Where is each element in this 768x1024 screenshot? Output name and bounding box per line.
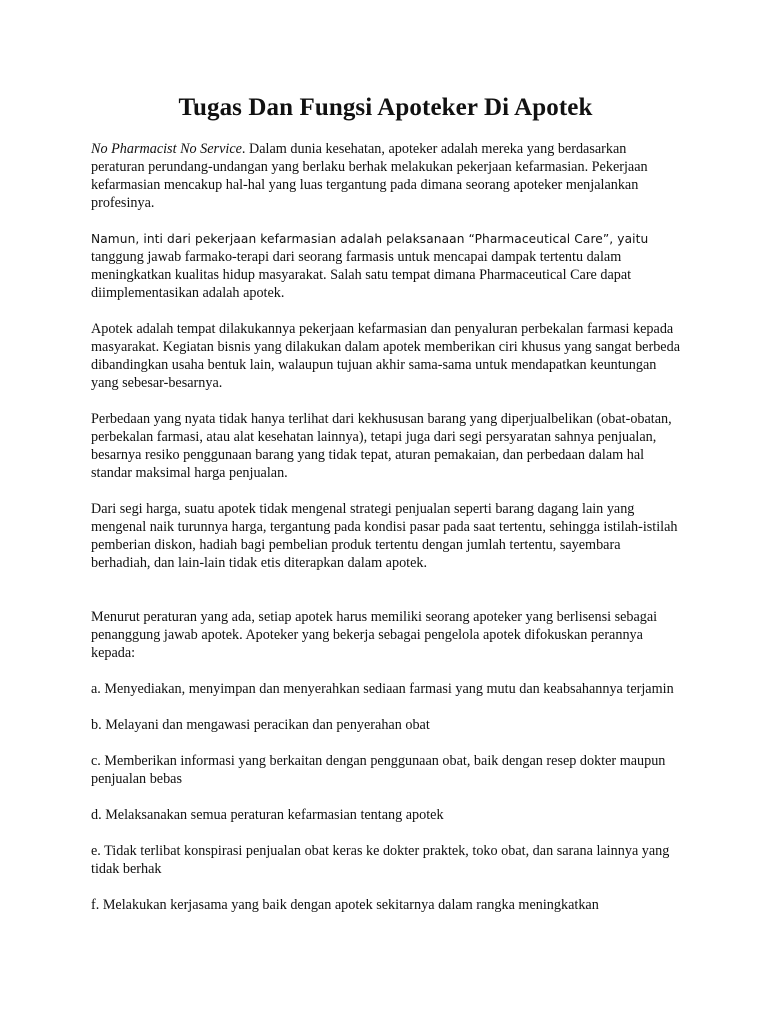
paragraph-5: Dari segi harga, suatu apotek tidak mengenal strategi penjualan seperti barang dagang lain yang mengenal naik turunnya harga, tergantung pada kondisi pasar pada saat tertentu, sehingga istilah-istilah pemberian diskon, hadiah bagi pembelian produk tertentu dengan jumlah tertentu, sayembara berhadiah, dan lain-lain tidak etis diterapkan dalam apotek.: [91, 501, 678, 571]
list-item: d. Melaksanakan semua peraturan kefarmasian tentang apotek: [91, 807, 444, 823]
paragraph-2-rest: tanggung jawab farmako-terapi dari seorang farmasis untuk mencapai dampak tertentu dalam meningkatkan kualitas hidup masyarakat. Salah satu tempat dimana Pharmaceutical Care dapat diimplementasikan adalah apotek.: [91, 249, 632, 301]
intro-rest: . Dalam dunia kesehatan, apoteker adalah mereka yang berdasarkan peraturan perundang-undangan yang berlaku berhak melakukan pekerjaan kefarmasian. Pekerjaan kefarmasian mencakup hal-hal yang luas tergantung pada dimana seorang apoteker menjalankan profesinya.: [91, 141, 648, 211]
intro-italic-lead: No Pharmacist No Service: [91, 141, 242, 157]
document-body: [91, 140, 680, 914]
page-title: Tugas Dan Fungsi Apoteker Di Apotek: [178, 94, 593, 121]
paragraph-3: Apotek adalah tempat dilakukannya pekerjaan kefarmasian dan penyaluran perbekalan farmasi kepada masyarakat. Kegiatan bisnis yang dilakukan dalam apotek memberikan ciri khusus yang sangat berbeda dibandingkan usaha bentuk lain, walaupun tujuan akhir sama-sama untuk mendapatkan keuntungan yang sebesar-besarnya.: [91, 321, 680, 391]
intro-paragraph: [91, 140, 680, 212]
paragraph-2-lead: Namun, inti dari pekerjaan kefarmasian adalah pelaksanaan “Pharmaceutical Care”, yaitu: [91, 232, 649, 246]
paragraph-4: Perbedaan yang nyata tidak hanya terlihat dari kekhususan barang yang diperjualbelikan (obat-obatan, perbekalan farmasi, atau alat kesehatan lainnya), tetapi juga dari segi persyaratan sahnya penjualan, besarnya resiko penggunaan barang yang tidak tepat, aturan pemakaian, dan perbedaan dalam hal standar maksimal harga penjualan.: [91, 411, 672, 481]
list-item: e. Tidak terlibat konspirasi penjualan obat keras ke dokter praktek, toko obat, dan sarana lainnya yang tidak berhak: [91, 843, 670, 877]
list-item: c. Memberikan informasi yang berkaitan dengan penggunaan obat, baik dengan resep dokter maupun penjualan bebas: [91, 753, 666, 787]
paragraph-2: [91, 230, 680, 302]
list-item: a. Menyediakan, menyimpan dan menyerahkan sediaan farmasi yang mutu dan keabsahannya terjamin: [91, 681, 674, 697]
list-item: b. Melayani dan mengawasi peracikan dan penyerahan obat: [91, 717, 430, 733]
paragraph-6: Menurut peraturan yang ada, setiap apotek harus memiliki seorang apoteker yang berlisensi sebagai penanggung jawab apotek. Apoteker yang bekerja sebagai pengelola apotek difokuskan perannya kepada:: [91, 609, 658, 661]
list-item: f. Melakukan kerjasama yang baik dengan apotek sekitarnya dalam rangka meningkatkan: [91, 897, 599, 913]
